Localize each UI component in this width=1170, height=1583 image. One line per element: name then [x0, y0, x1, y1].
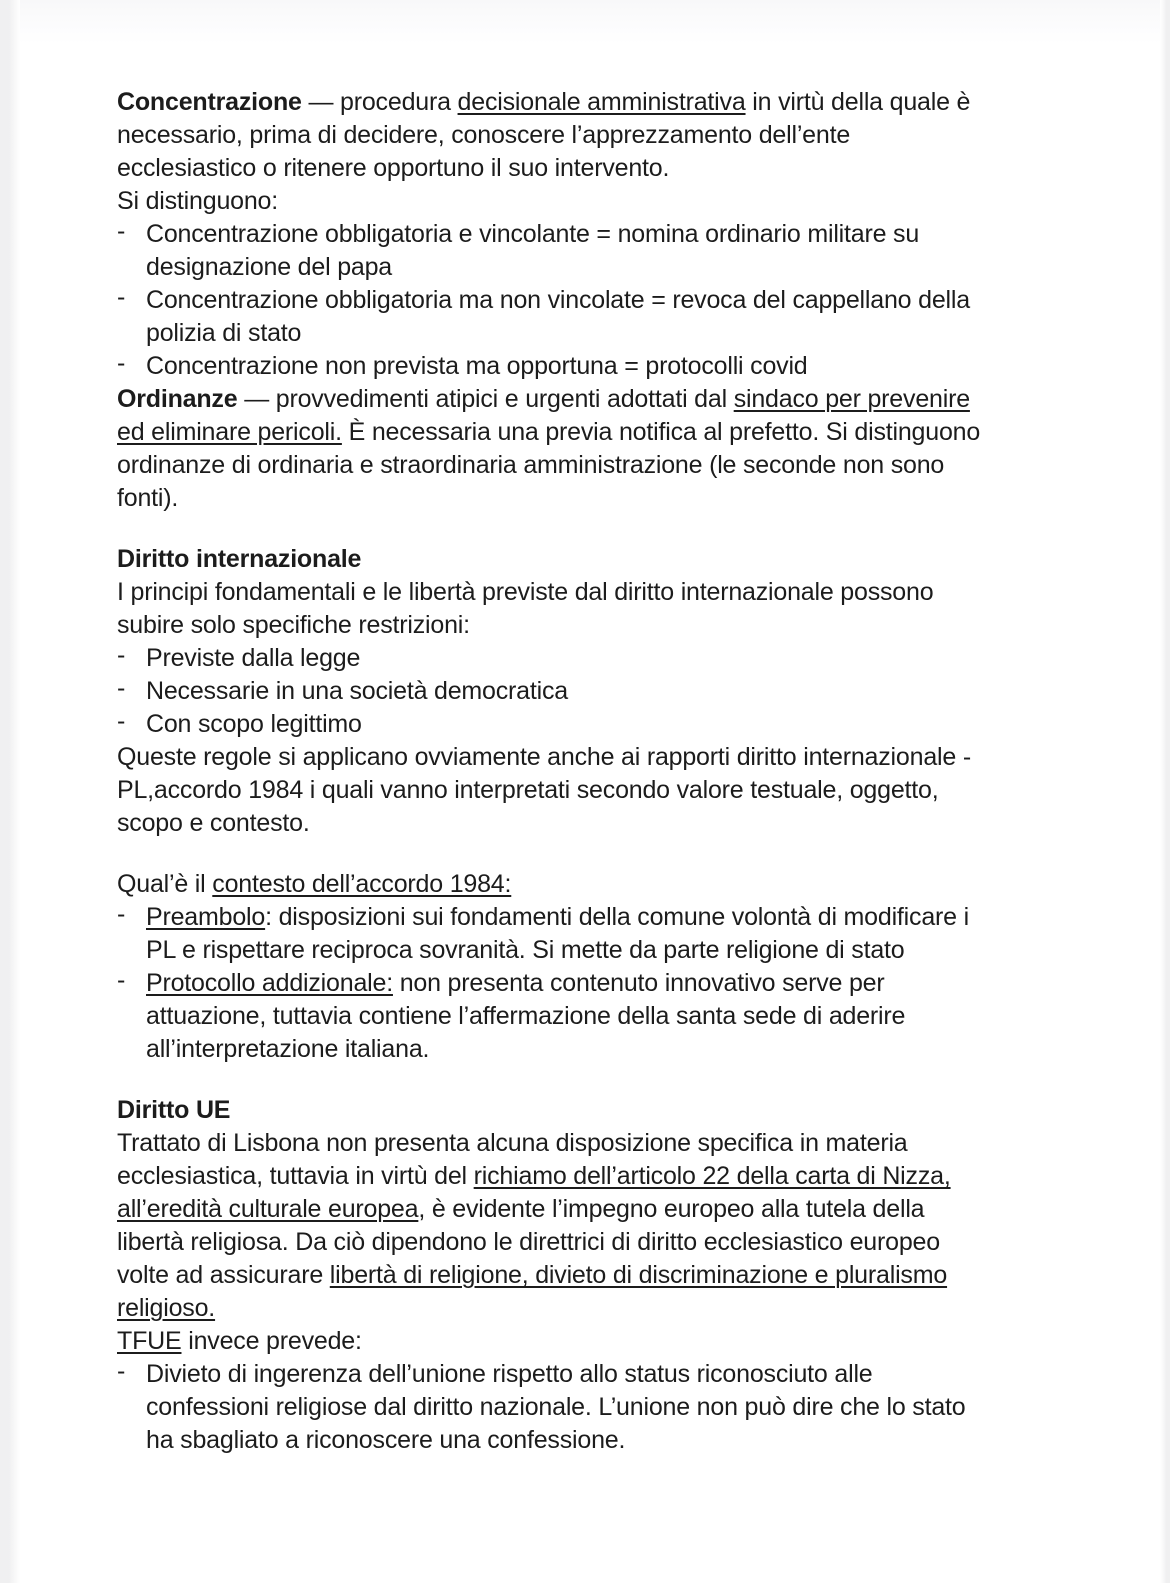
line-text: Queste regole si applicano ovviamente anche ai rapporti diritto internazionale - [117, 743, 971, 771]
text-line [117, 416, 1170, 449]
text-line [117, 1193, 1170, 1226]
bullet-dash-icon: - [117, 1357, 126, 1385]
text-line [117, 251, 1170, 284]
line-text: libertà religiosa. Da ciò dipendono le direttrici di diritto ecclesiastico europeo [117, 1228, 940, 1256]
line-text: TFUE invece prevede: [117, 1327, 362, 1355]
bullet-dash-icon: - [117, 900, 126, 928]
line-text: all’interpretazione italiana. [146, 1035, 430, 1063]
line-text: Qual’è il contesto dell’accordo 1984: [117, 870, 512, 898]
text-line [117, 741, 1170, 774]
text-line [117, 1424, 1170, 1457]
line-text: PL e rispettare reciproca sovranità. Si mette da parte religione di stato [146, 936, 905, 964]
bullet-item [117, 218, 1170, 251]
bullet-item [117, 350, 1170, 383]
bullet-dash-icon: - [117, 707, 126, 735]
line-text: designazione del papa [146, 253, 393, 281]
text-line [117, 482, 1170, 515]
text-line [117, 774, 1170, 807]
line-text: Concentrazione obbligatoria ma non vincolate = revoca del cappellano della [146, 286, 970, 314]
text-line [117, 807, 1170, 840]
line-text: Trattato di Lisbona non presenta alcuna disposizione specifica in materia [117, 1129, 908, 1157]
blank-line [117, 1066, 1170, 1094]
line-text: all’eredità culturale europea, è evidente l’impegno europeo alla tutela della [117, 1195, 925, 1223]
line-text: subire solo specifiche restrizioni: [117, 611, 470, 639]
blank-line [117, 515, 1170, 543]
blank-line [117, 840, 1170, 868]
bullet-item [117, 284, 1170, 317]
line-text: Concentrazione — procedura decisionale amministrativa in virtù della quale è [117, 88, 971, 116]
line-text: fonti). [117, 484, 179, 512]
line-text: ecclesiastico o ritenere opportuno il suo intervento. [117, 154, 670, 182]
bullet-item [117, 708, 1170, 741]
text-line [117, 609, 1170, 642]
bullet-dash-icon: - [117, 641, 126, 669]
line-text: scopo e contesto. [117, 809, 310, 837]
bullet-item [117, 1358, 1170, 1391]
bullet-item [117, 642, 1170, 675]
text-line [117, 317, 1170, 350]
text-line [117, 1094, 1170, 1127]
line-text: volte ad assicurare libertà di religione, divieto di discriminazione e pluralismo [117, 1261, 948, 1289]
line-text: I principi fondamentali e le libertà previste dal diritto internazionale possono [117, 578, 934, 606]
line-text: Si distinguono: [117, 187, 279, 215]
line-text: confessioni religiose dal diritto nazionale. L’unione non può dire che lo stato [146, 1393, 966, 1421]
line-text: polizia di stato [146, 319, 302, 347]
text-line [117, 1259, 1170, 1292]
line-text: Concentrazione obbligatoria e vincolante = nomina ordinario militare su [146, 220, 920, 248]
text-line [117, 576, 1170, 609]
text-line [117, 1325, 1170, 1358]
text-line [117, 152, 1170, 185]
bullet-dash-icon: - [117, 674, 126, 702]
line-text: necessario, prima di decidere, conoscere l’apprezzamento dell’ente [117, 121, 851, 149]
text-line [117, 1226, 1170, 1259]
bullet-item [117, 675, 1170, 708]
text-line [117, 383, 1170, 416]
line-text: ecclesiastica, tuttavia in virtù del richiamo dell’articolo 22 della carta di Nizza, [117, 1162, 951, 1190]
text-line [117, 543, 1170, 576]
line-text: Concentrazione non prevista ma opportuna = protocolli covid [146, 352, 808, 380]
line-text: PL,accordo 1984 i quali vanno interpretati secondo valore testuale, oggetto, [117, 776, 939, 804]
line-text: Diritto internazionale [117, 545, 362, 573]
text-line [117, 1127, 1170, 1160]
bullet-dash-icon: - [117, 283, 126, 311]
line-text: Diritto UE [117, 1096, 231, 1124]
text-line [117, 934, 1170, 967]
text-line [117, 1160, 1170, 1193]
bullet-dash-icon: - [117, 217, 126, 245]
text-line [117, 1033, 1170, 1066]
line-text: religioso. [117, 1294, 216, 1322]
line-text: Previste dalla legge [146, 644, 361, 672]
bullet-item [117, 967, 1170, 1000]
text-line [117, 185, 1170, 218]
text-line [117, 119, 1170, 152]
text-line [117, 86, 1170, 119]
bullet-item [117, 901, 1170, 934]
line-text: Necessarie in una società democratica [146, 677, 568, 705]
line-text: Ordinanze — provvedimenti atipici e urgenti adottati dal sindaco per prevenire [117, 385, 970, 413]
text-line [117, 1391, 1170, 1424]
text-line [117, 449, 1170, 482]
line-text: Divieto di ingerenza dell’unione rispetto allo status riconosciuto alle [146, 1360, 873, 1388]
line-text: attuazione, tuttavia contiene l’affermazione della santa sede di aderire [146, 1002, 906, 1030]
bullet-dash-icon: - [117, 349, 126, 377]
text-line [117, 1292, 1170, 1325]
text-line [117, 1000, 1170, 1033]
line-text: ed eliminare pericoli. È necessaria una previa notifica al prefetto. Si distinguono [117, 418, 981, 446]
line-text: Preambolo: disposizioni sui fondamenti della comune volontà di modificare i [146, 903, 969, 931]
line-text: ha sbagliato a riconoscere una confessione. [146, 1426, 626, 1454]
line-text: ordinanze di ordinaria e straordinaria amministrazione (le seconde non sono [117, 451, 945, 479]
text-line [117, 868, 1170, 901]
line-text: Protocollo addizionale: non presenta contenuto innovativo serve per [146, 969, 885, 997]
line-text: Con scopo legittimo [146, 710, 362, 738]
bullet-dash-icon: - [117, 966, 126, 994]
